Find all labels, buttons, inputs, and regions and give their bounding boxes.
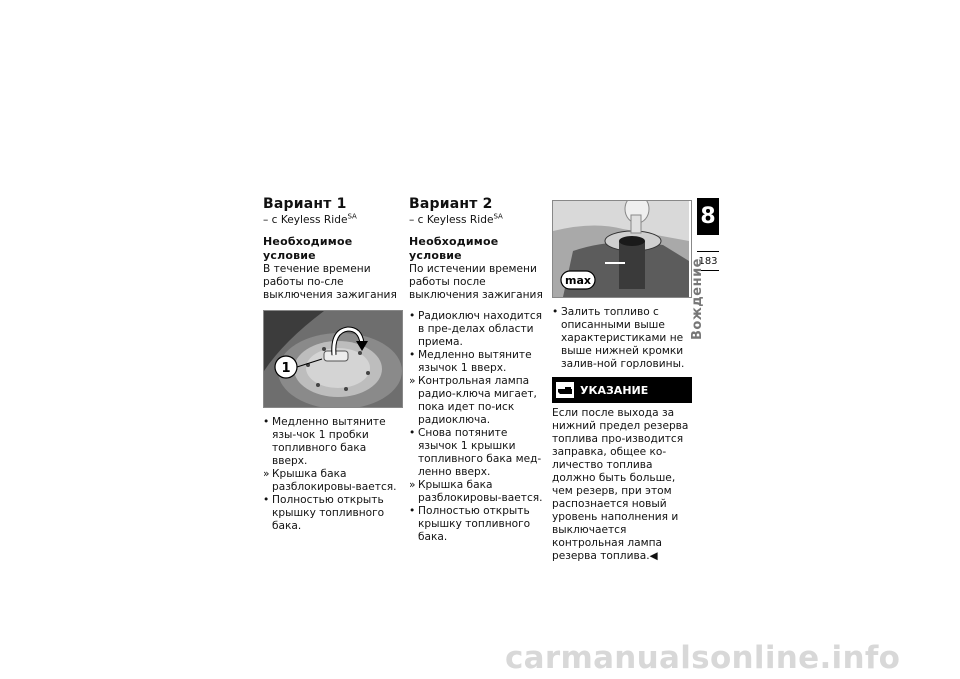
- bullet-marker: •: [409, 310, 416, 322]
- result-marker: »: [409, 479, 416, 491]
- variant-2-steps: [409, 310, 549, 544]
- list-item: [409, 349, 549, 375]
- note-title: УКАЗАНИЕ: [580, 383, 649, 397]
- list-item: [263, 416, 403, 468]
- note-text: Если после выхода за нижний предел резерва топлива про-изводится заправка, общее ко-личество топлива должно быть больше, чем резерв, при этом распознается новый уровень наполнения и выключается контрольная лампа резерва топлива.◀: [552, 407, 689, 562]
- bullet-marker: •: [409, 349, 416, 361]
- page-number: 183: [698, 256, 718, 267]
- variant-2-subtitle: [409, 214, 549, 227]
- bullet-marker: •: [552, 306, 559, 318]
- fuel-cap-photo: [263, 310, 403, 408]
- step-text: Медленно вытяните язы-чок 1 пробки топливного бака вверх.: [272, 416, 386, 467]
- step-text: Залить топливо с описанными выше характеристиками не выше нижней кромки залив-ной горловины.: [561, 306, 685, 370]
- bullet-marker: •: [263, 494, 270, 506]
- variant-2-condition-title: Необходимое условие: [409, 235, 499, 262]
- variant-1-steps: [263, 416, 403, 533]
- variant-2-condition-text: По истечении времени работы после выключения зажигания: [409, 263, 543, 301]
- variant-1-subtitle-text: – с Keyless Ride: [263, 214, 348, 226]
- variant-1-condition-title: Необходимое условие: [263, 235, 353, 262]
- callout-1-label: 1: [281, 361, 291, 376]
- list-item: [409, 310, 549, 349]
- bullet-marker: •: [409, 427, 416, 439]
- step-text: Крышка бака разблокировы-вается.: [418, 479, 543, 504]
- list-item: [409, 375, 549, 427]
- list-item: [263, 468, 403, 494]
- bullet-marker: •: [263, 416, 270, 428]
- variant-2-heading: Вариант 2: [409, 196, 493, 212]
- note-header: [552, 377, 692, 403]
- pointing-hand-icon: [556, 382, 574, 398]
- filler-neck-photo: [552, 200, 692, 298]
- variant-1-sa-mark: SA: [347, 212, 357, 221]
- step-text: Крышка бака разблокировы-вается.: [272, 468, 397, 493]
- variant-1-subtitle: [263, 214, 403, 227]
- list-item: [409, 505, 549, 544]
- step-text: Радиоключ находится в пре-делах области приема.: [418, 310, 543, 348]
- step-text: Полностью открыть крышку топливного бака.: [418, 505, 531, 543]
- column-refuel: [552, 200, 692, 563]
- chapter-number-tab: 8: [697, 198, 719, 235]
- column-variant-1: [263, 196, 403, 533]
- list-item: [552, 306, 692, 371]
- result-marker: »: [263, 468, 270, 480]
- list-item: [409, 479, 549, 505]
- step-text: Полностью открыть крышку топливного бака.: [272, 494, 385, 532]
- step-text: Медленно вытяните язычок 1 вверх.: [418, 349, 532, 374]
- bullet-marker: •: [409, 505, 416, 517]
- chapter-title-vertical: Вождение: [690, 258, 705, 340]
- refuel-steps: [552, 306, 692, 371]
- result-marker: »: [409, 375, 416, 387]
- variant-2-sa-mark: SA: [493, 212, 503, 221]
- fuel-cap-illustration: [264, 311, 402, 407]
- list-item: [263, 494, 403, 533]
- step-text: Снова потяните язычок 1 крышки топливного бака мед-ленно вверх.: [418, 427, 542, 478]
- filler-neck-illustration: [553, 201, 689, 297]
- variant-1-condition-text: В течение времени работы по-сле выключения зажигания: [263, 263, 397, 301]
- max-label: max: [565, 274, 591, 287]
- list-item: [409, 427, 549, 479]
- variant-2-subtitle-text: – с Keyless Ride: [409, 214, 494, 226]
- column-variant-2: [409, 196, 549, 544]
- variant-1-heading: Вариант 1: [263, 196, 347, 212]
- step-text: Контрольная лампа радио-ключа мигает, пока идет по-иск радиоключа.: [418, 375, 537, 426]
- watermark: carmanualsonline.info: [505, 640, 901, 676]
